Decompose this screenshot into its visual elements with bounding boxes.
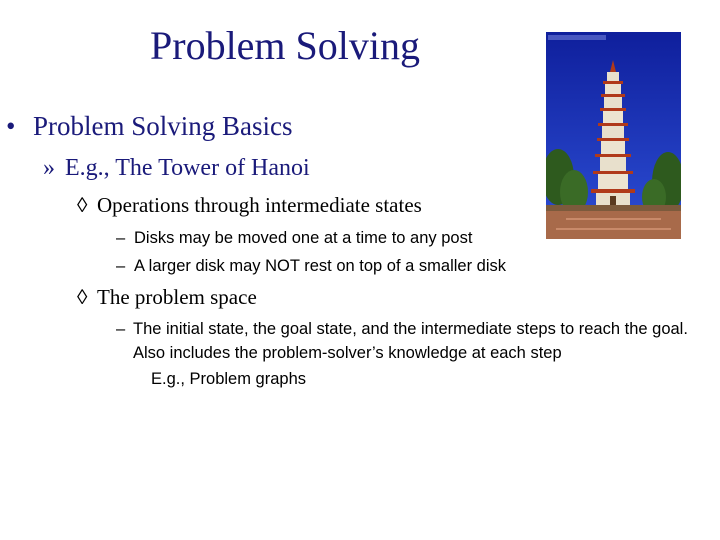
- ground-tile: [556, 228, 671, 230]
- bullet-tower-of-hanoi: [43, 155, 310, 182]
- bullet-text: Disks may be moved one at a time to any post: [134, 229, 473, 247]
- bullet-text: Problem Solving Basics: [33, 111, 293, 141]
- slide-title: Problem Solving: [150, 23, 421, 68]
- bullet-text: A larger disk may NOT rest on top of a smaller disk: [134, 257, 506, 275]
- bullet-text: E.g., The Tower of Hanoi: [65, 155, 310, 181]
- bullet-text: Operations through intermediate states: [97, 193, 422, 217]
- diamond-bullet-icon: ◊: [77, 193, 88, 217]
- bullet-operations: [77, 193, 422, 218]
- bullet-problem-space: [77, 285, 257, 310]
- bullet-rule-one: [116, 226, 472, 250]
- bullet-dot-icon: •: [6, 111, 16, 141]
- chevron-bullet-icon: »: [43, 155, 55, 181]
- bullet-problem-solving-basics: [6, 111, 293, 142]
- diamond-bullet-icon: ◊: [77, 285, 88, 309]
- bullet-text: The problem space: [97, 285, 257, 309]
- bullet-text: The initial state, the goal state, and the intermediate steps to reach the goal. Also includes the problem-solver’s knowledge at each step: [133, 320, 688, 362]
- dash-bullet-icon: –: [116, 320, 126, 338]
- bullet-rule-two: [116, 254, 506, 278]
- watermark-icon: [548, 35, 606, 40]
- dash-bullet-icon: –: [116, 257, 126, 275]
- pagoda-photo: [546, 32, 681, 239]
- ground-tile: [566, 218, 661, 220]
- example-text: E.g., Problem graphs: [151, 370, 306, 388]
- dash-bullet-icon: –: [116, 229, 126, 247]
- ground-edge: [546, 205, 681, 211]
- bullet-space-description: [116, 317, 720, 365]
